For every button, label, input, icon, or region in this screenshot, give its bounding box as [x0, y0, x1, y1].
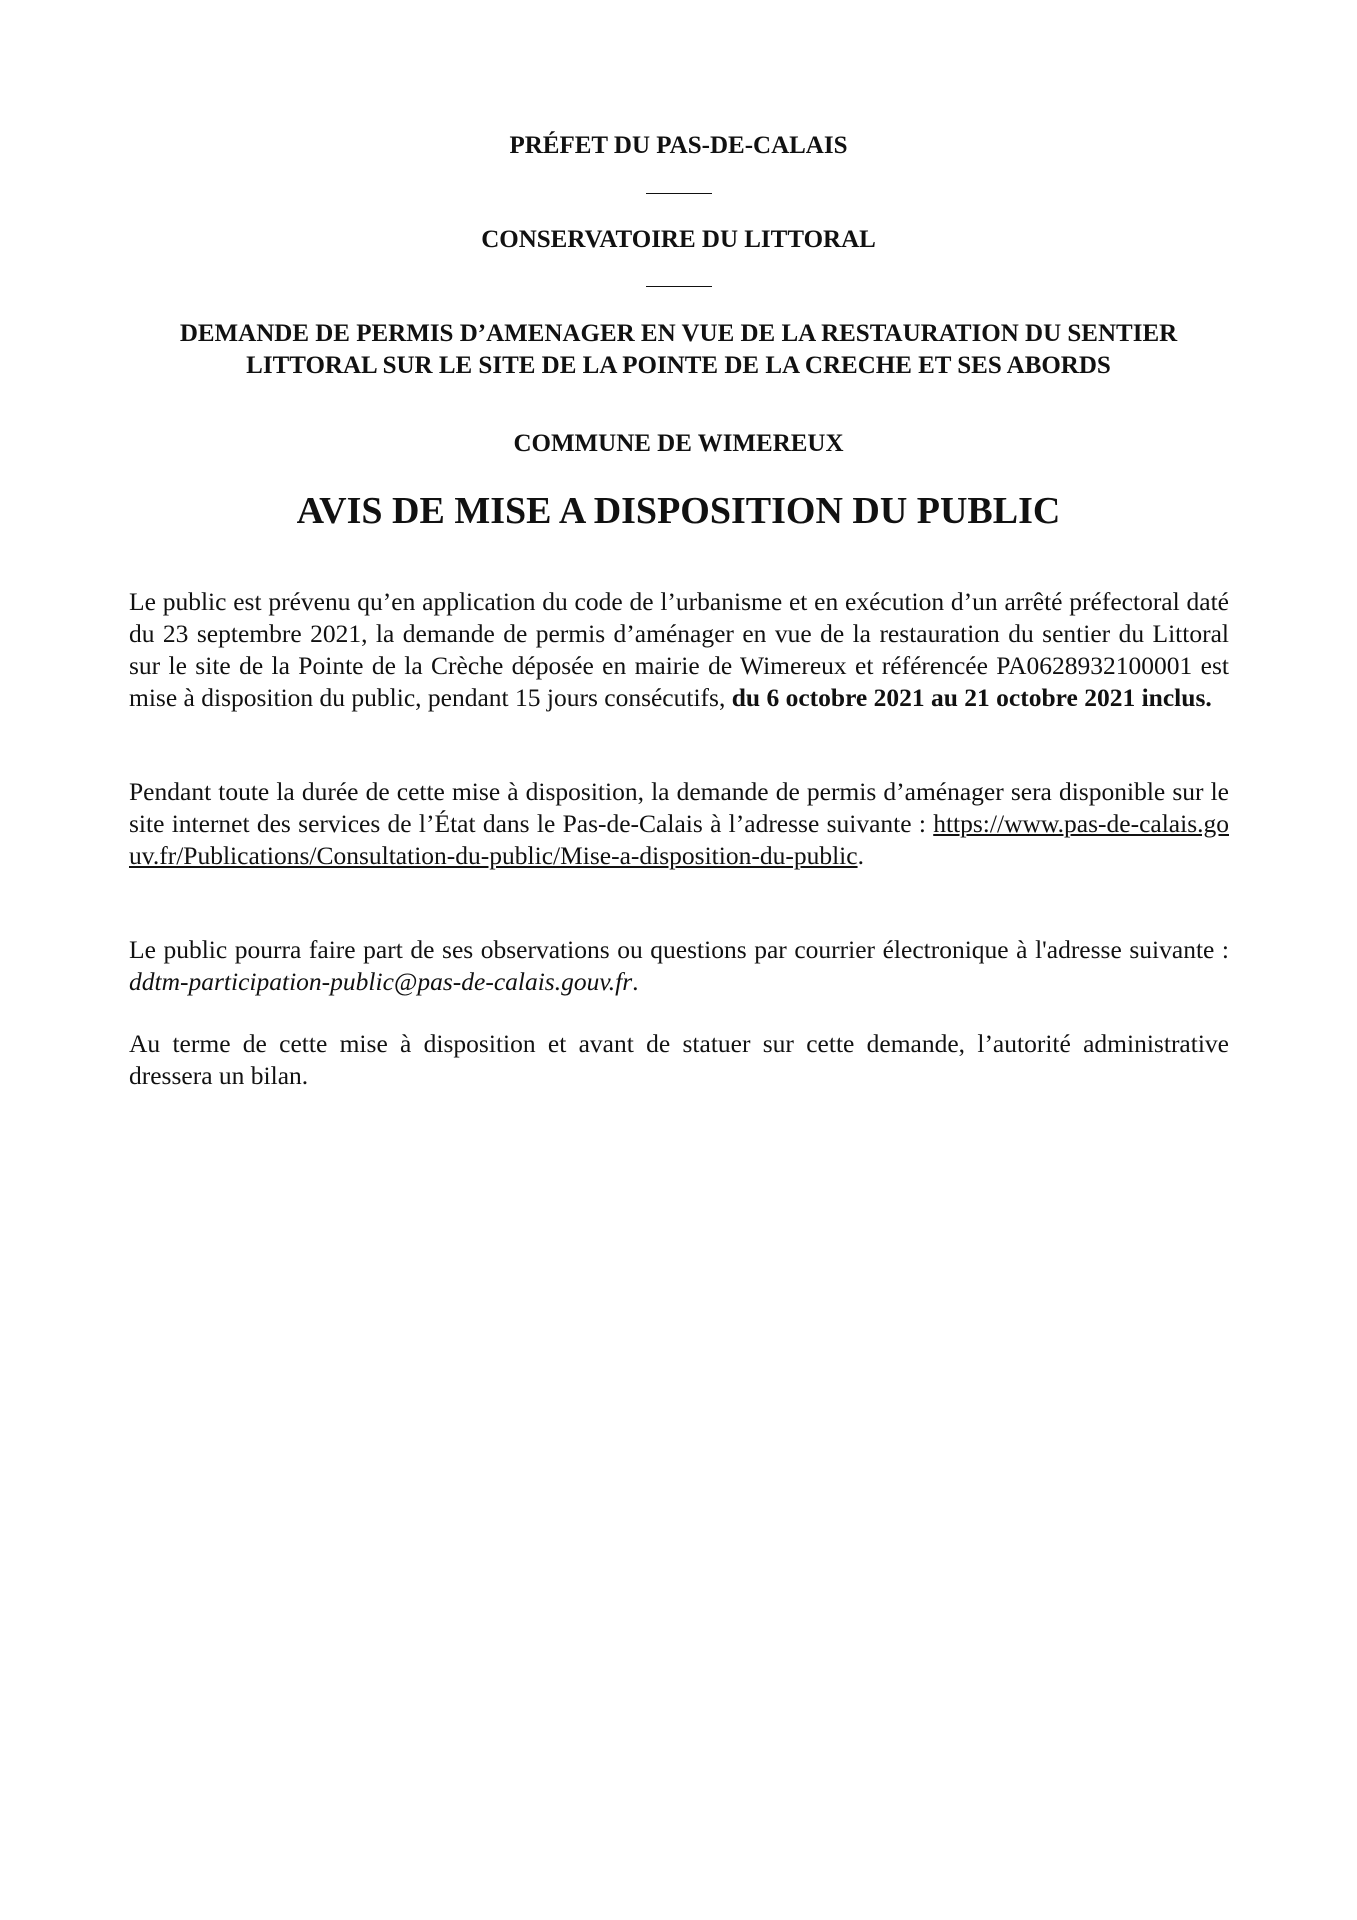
paragraph-conclusion: Au terme de cette mise à disposition et avant de statuer sur cette demande, l’autorité administrative dressera un bilan.: [129, 1029, 1229, 1090]
period-dates: du 6 octobre 2021 au 21 octobre 2021 inclus.: [731, 683, 1212, 712]
demande-heading-line1: DEMANDE DE PERMIS D’AMENAGER EN VUE DE LA RESTAURATION DU SENTIER: [179, 320, 1178, 347]
availability-text: Pendant toute la durée de cette mise à disposition, la demande de permis d’aménager sera disponible sur le site internet des services de l’État dans le Pas-de-Calais à l’adresse suivante :: [129, 777, 1229, 838]
contact-email[interactable]: ddtm-participation-public@pas-de-calais.gouv.fr: [129, 967, 633, 996]
period-punctuation: .: [857, 841, 864, 870]
paragraph-observations: [129, 934, 1229, 998]
separator-rule: [646, 193, 712, 194]
demande-heading-line2: LITTORAL SUR LE SITE DE LA POINTE DE LA CRECHE ET SES ABORDS: [246, 352, 1111, 379]
prefet-heading: PRÉFET DU PAS-DE-CALAIS: [509, 132, 848, 159]
paragraph-announcement: [129, 586, 1229, 714]
notice-title: AVIS DE MISE A DISPOSITION DU PUBLIC: [296, 490, 1061, 532]
organisme-heading: CONSERVATOIRE DU LITTORAL: [481, 226, 876, 253]
separator-rule: [646, 286, 712, 287]
consultation-link[interactable]: https://www.pas-de-calais.gouv.fr/Publications/Consultation-du-public/Mise-a-disposition-du-public: [129, 809, 1229, 870]
observations-text: Le public pourra faire part de ses observations ou questions par courrier électronique à l'adresse suivante :: [129, 935, 1229, 964]
commune-heading: COMMUNE DE WIMEREUX: [513, 430, 844, 457]
paragraph-availability: [129, 776, 1229, 872]
period-punctuation: .: [632, 967, 639, 996]
announcement-text: Le public est prévenu qu’en application du code de l’urbanisme et en exécution d’un arrêté préfectoral daté du 23 septembre 2021, la demande de permis d’aménager en vue de la restauration du sentier du Littoral sur le site de la Pointe de la Crèche déposée en mairie de Wimereux et référencée PA0628932100001 est mise à disposition du public, pendant 15 jours consécutifs,: [129, 587, 1229, 712]
